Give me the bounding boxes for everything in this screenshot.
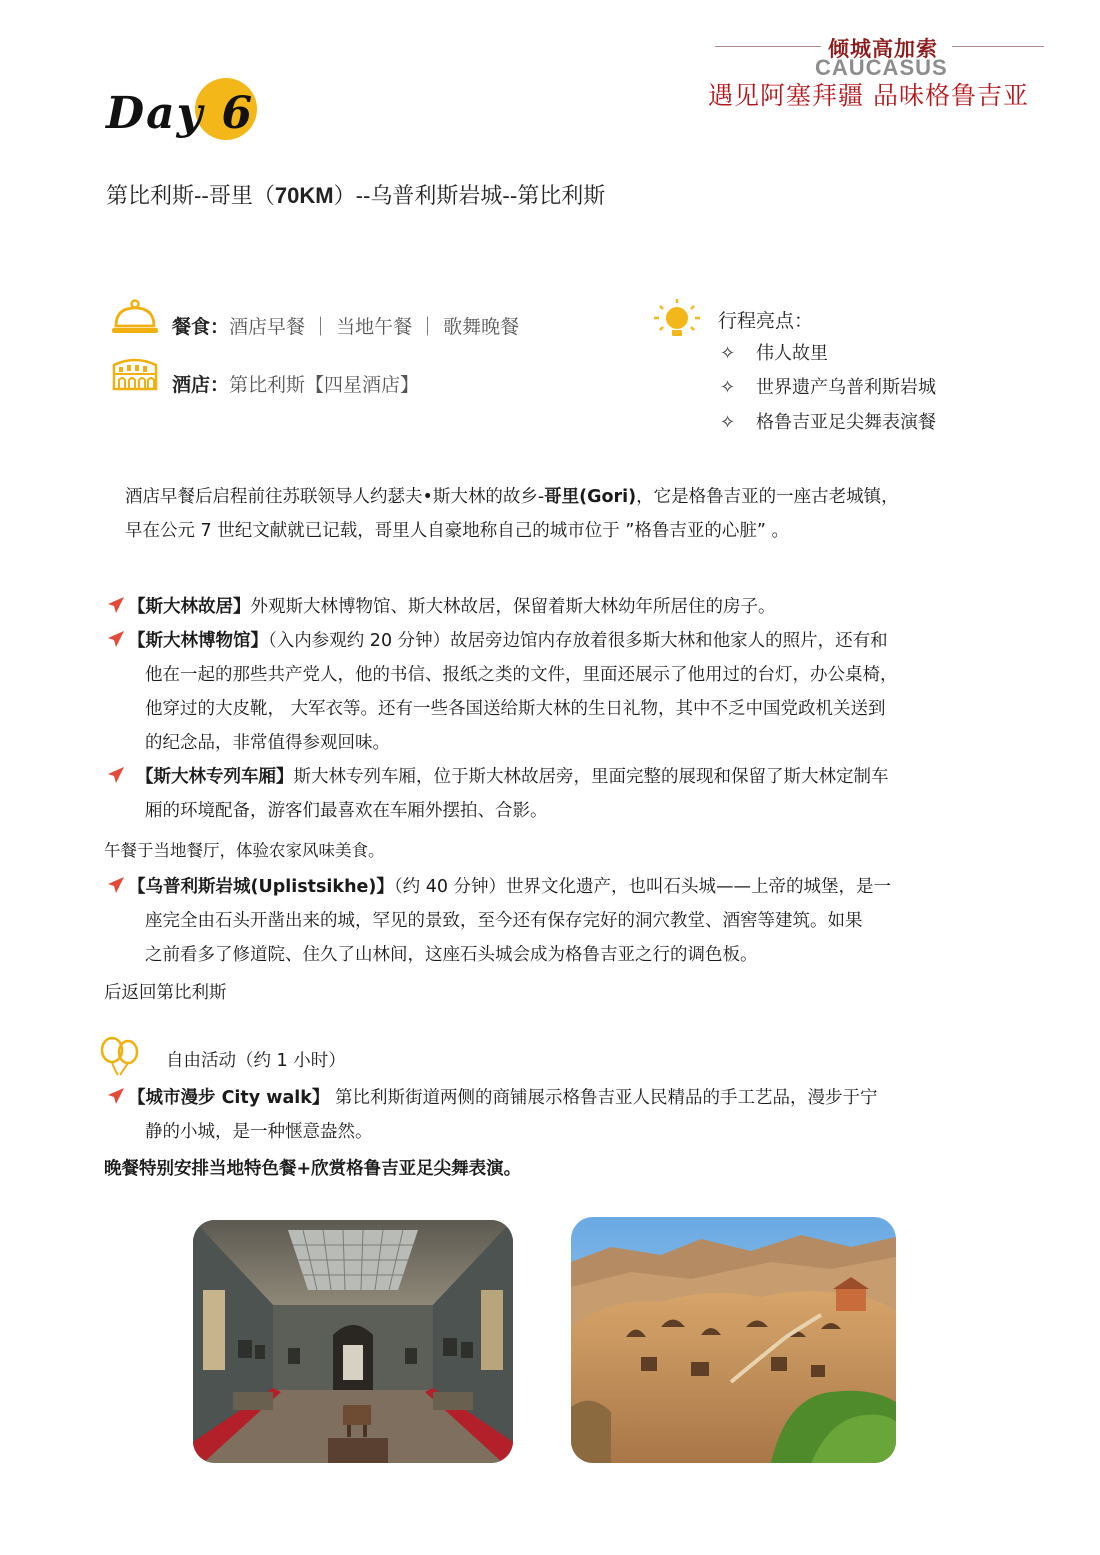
balloons-icon bbox=[98, 1036, 142, 1076]
intro-line-2: 早在公元 7 世纪文献就已记载，哥里人自豪地称自己的城市位于 ”格鲁吉亚的心脏” 。 bbox=[125, 521, 790, 541]
itinerary-item-city-walk: 【城市漫步 City walk】 第比利斯街道两侧的商铺展示格鲁吉亚人民精品的手工艺品，漫步于宁 bbox=[128, 1088, 878, 1108]
meal-row: 餐食：酒店早餐 ｜ 当地午餐 ｜ 歌舞晚餐 bbox=[172, 316, 520, 338]
route-title: 第比利斯--哥里（70KM）--乌普利斯岩城--第比利斯 bbox=[106, 183, 606, 209]
dinner-note: 晚餐特别安排当地特色餐+欣赏格鲁吉亚足尖舞表演。 bbox=[104, 1159, 522, 1179]
paper-plane-icon bbox=[107, 1087, 125, 1105]
item-line: 厢的环境配备，游客们最喜欢在车厢外摆拍、合影。 bbox=[145, 801, 548, 821]
header-slogan: 遇见阿塞拜疆 品味格鲁吉亚 bbox=[708, 81, 1029, 110]
logo-divider-left bbox=[715, 46, 821, 47]
hotel-row: 酒店：第比利斯【四星酒店】 bbox=[172, 374, 420, 396]
sparkle-icon: ✧ bbox=[720, 412, 736, 433]
logo-subtitle: CAUCASUS bbox=[815, 55, 948, 80]
logo-title: 倾城高加索 bbox=[828, 37, 938, 61]
paper-plane-icon bbox=[107, 766, 125, 784]
intro-line-1: 酒店早餐后启程前往苏联领导人约瑟夫•斯大林的故乡-哥里(Gori)，它是格鲁吉亚的一座古老城镇， bbox=[125, 487, 899, 507]
sparkle-icon: ✧ bbox=[720, 377, 736, 398]
lunch-note: 午餐于当地餐厅，体验农家风味美食。 bbox=[104, 841, 385, 860]
item-line: 座完全由石头开凿出来的城，罕见的景致，至今还有保存完好的洞穴教堂、酒窖等建筑。如果 bbox=[145, 911, 863, 931]
highlight-item: ✧ 世界遗产乌普利斯岩城 bbox=[720, 377, 936, 398]
item-line: 他在一起的那些共产党人，他的书信、报纸之类的文件，里面还展示了他用过的台灯，办公桌椅， bbox=[145, 665, 898, 685]
paper-plane-icon bbox=[107, 596, 125, 614]
itinerary-item-uplistsikhe: 【乌普利斯岩城(Uplistsikhe)】（约 40 分钟）世界文化遗产，也叫石头城——上帝的城堡，是一 bbox=[128, 877, 892, 897]
uplistsikhe-photo bbox=[571, 1217, 896, 1463]
itinerary-item-stalin-railcar: 【斯大林专列车厢】斯大林专列车厢，位于斯大林故居旁，里面完整的展现和保留了斯大林定制车 bbox=[136, 767, 889, 787]
landmark-icon bbox=[111, 355, 159, 391]
item-line: 静的小城，是一种惬意盎然。 bbox=[145, 1122, 373, 1142]
museum-interior-photo bbox=[193, 1220, 513, 1463]
item-line: 他穿过的大皮靴， 大军衣等。还有一些各国送给斯大林的生日礼物，其中不乏中国党政机关送到 bbox=[145, 699, 886, 719]
item-line: 的纪念品，非常值得参观回味。 bbox=[145, 733, 390, 753]
lightbulb-icon bbox=[652, 298, 702, 348]
highlights-title: 行程亮点： bbox=[718, 310, 814, 332]
free-activity-label: 自由活动（约 1 小时） bbox=[166, 1051, 346, 1071]
sparkle-icon: ✧ bbox=[720, 343, 736, 364]
return-note: 后返回第比利斯 bbox=[104, 983, 227, 1003]
itinerary-item-stalin-house: 【斯大林故居】外观斯大林博物馆、斯大林故居，保留着斯大林幼年所居住的房子。 bbox=[128, 597, 776, 617]
cloche-icon bbox=[110, 298, 160, 338]
highlight-item: ✧ 伟人故里 bbox=[720, 343, 828, 364]
paper-plane-icon bbox=[107, 876, 125, 894]
highlight-item: ✧ 格鲁吉亚足尖舞表演餐 bbox=[720, 412, 936, 433]
paper-plane-icon bbox=[107, 630, 125, 648]
day-label: Day 6 bbox=[106, 88, 255, 139]
logo-divider-right bbox=[952, 46, 1044, 47]
itinerary-item-stalin-museum: 【斯大林博物馆】（入内参观约 20 分钟）故居旁边馆内存放着很多斯大林和他家人的照片，还有和 bbox=[128, 631, 888, 651]
item-line: 之前看多了修道院、住久了山林间，这座石头城会成为格鲁吉亚之行的调色板。 bbox=[145, 945, 758, 965]
